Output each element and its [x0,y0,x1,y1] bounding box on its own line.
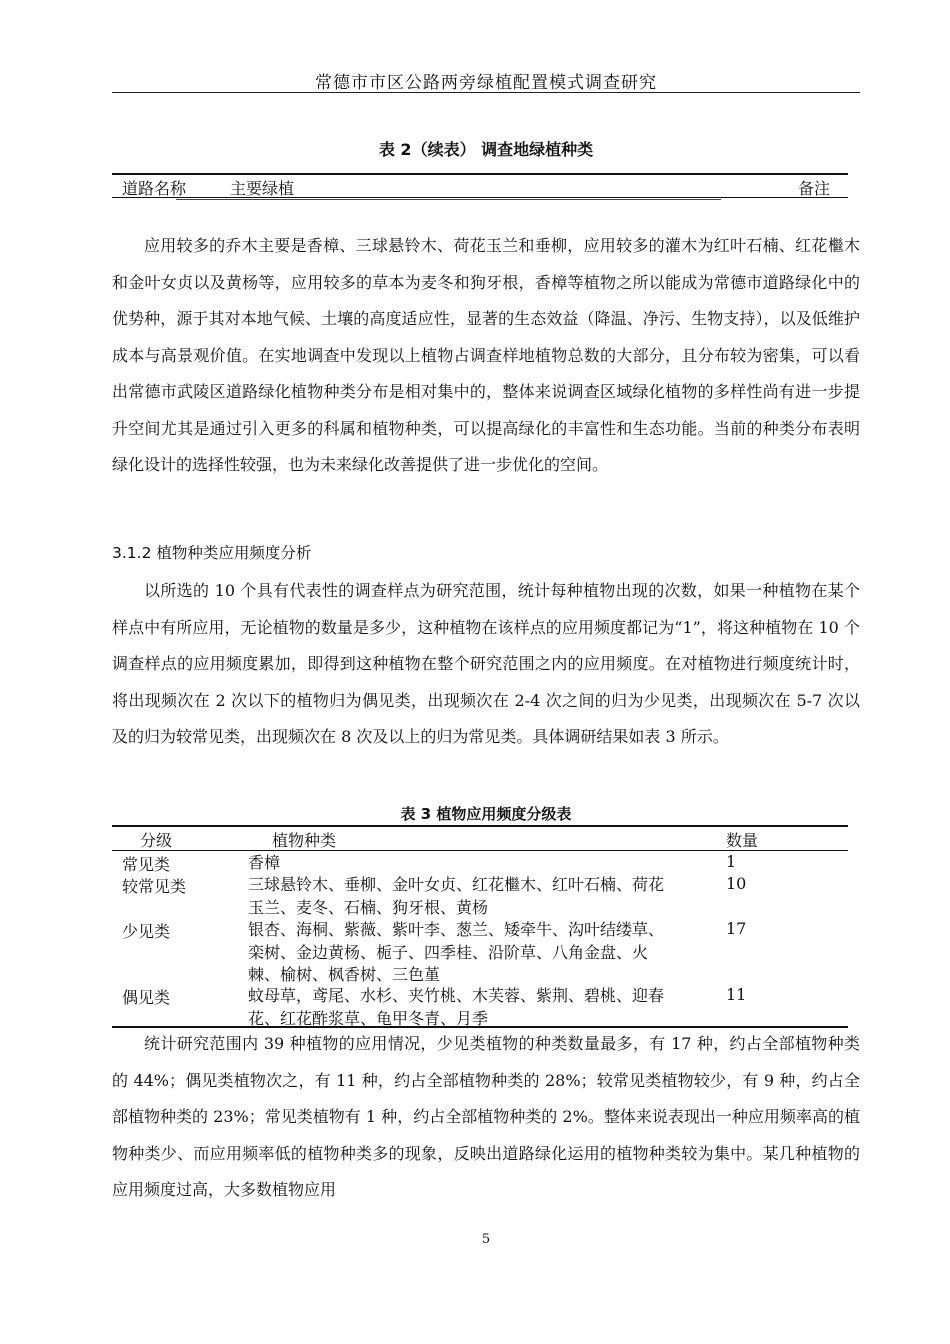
table3-top-rule [112,825,848,827]
running-head: 常德市市区公路两旁绿植配置模式调查研究 [315,73,657,93]
table2-inner-rule [176,199,721,200]
grade-cell: 少见类 [122,922,171,941]
paragraph-1 [112,228,860,484]
grade-cell: 偶见类 [122,988,171,1007]
table2-caption: 表 2（续表） 调查地绿植种类 [378,140,594,159]
species-cell: 银杏、海桐、紫薇、紫叶李、葱兰、矮牵牛、沟叶结缕草、栾树、金边黄杨、栀子、四季桂、沿阶草、八角金盘、火棘、榆树、枫香树、三色堇 [248,920,665,984]
table3-body [112,852,848,1028]
page-number: 5 [481,1232,491,1247]
table2-header-notes: 备注 [798,179,831,198]
section-heading: 3.1.2 植物种类应用频度分析 [112,544,312,562]
species-cell: 蚊母草，鸢尾、水杉、夹竹桃、木芙蓉、紫荆、碧桃、迎春花、红花酢浆草、龟甲冬青、月季 [248,986,665,1028]
table2-top-rule [112,173,848,175]
table3-header-rule [112,850,848,851]
paragraph-1-text: 应用较多的乔木主要是香樟、三球悬铃木、荷花玉兰和垂柳，应用较多的灌木为红叶石楠、红花檵木和金叶女贞以及黄杨等，应用较多的草本为麦冬和狗牙根，香樟等植物之所以能成为常德市道路绿化中的优势种，源于其对本地气候、土壤的高度适应性，显著的生态效益（降温、净污、生物支持），以及低维护成本与高景观价值。在实地调查中发现以上植物占调查样地植物总数的大部分，且分布较为密集，可以看出常德市武陵区道路绿化植物种类分布是相对集中的，整体来说调查区域绿化植物的多样性尚有进一步提升空间尤其是通过引入更多的科属和植物种类，可以提高绿化的丰富性和生态功能。当前的种类分布表明绿化设计的选择性较强，也为未来绿化改善提供了进一步优化的空间。 [112,236,860,474]
paragraph-2-text: 以所选的 10 个具有代表性的调查样点为研究范围，统计每种植物出现的次数，如果一种植物在某个样点中有所应用，无论植物的数量是多少，这种植物在该样点的应用频度都记为“1”，将这种植物在 10 个调查样点的应用频度累加，即得到这种植物在整个研究范围之内的应用频度。在对植物进行频度统计时，将出现频次在 2 次以下的植物归为偶见类，出现频次在 2-4 次之间的归为少见类，出现频次在 5-7 次以及的归为较常见类，出现频次在 8 次及以上的归为常见类。具体调研结果如表 3 所示。 [112,581,860,746]
table3-header-grade: 分级 [140,831,173,850]
paragraph-2 [112,573,860,756]
count-cell: 1 [726,852,737,871]
count-cell: 10 [726,874,747,893]
count-cell: 17 [726,919,747,938]
table2-header-road: 道路名称 [122,179,187,198]
species-cell: 香樟 [248,853,281,872]
paragraph-3-text: 统计研究范围内 39 种植物的应用情况，少见类植物的种类数量最多，有 17 种，约占全部植物种类的 44%；偶见类植物次之，有 11 种，约占全部植物种类的 28%；较常见类植物较少，有 9 种，约占全部植物种类的 23%；常见类植物有 1 种，约占全部植物种类的 2%。整体来说表现出一种应用频率高的植物种类少、而应用频率低的植物种类多的现象，反映出道路绿化运用的植物种类较为集中。某几种植物的应用频度过高，大多数植物应用 [112,1034,860,1199]
paragraph-3 [112,1026,860,1209]
grade-cell: 常见类 [122,855,171,874]
table3-caption: 表 3 植物应用频度分级表 [400,805,572,823]
table3-header-count: 数量 [726,831,759,850]
table2-bottom-rule [112,197,848,198]
table2-header-row [112,176,848,198]
header-rule [112,92,860,93]
species-cell: 三球悬铃木、垂柳、金叶女贞、红花檵木、红叶石楠、荷花玉兰、麦冬、石楠、狗牙根、黄杨 [248,875,665,917]
table2-header-plants: 主要绿植 [230,179,295,198]
count-cell: 11 [726,985,747,1004]
table3-header-row [112,828,848,850]
table3-header-species: 植物种类 [272,831,337,850]
grade-cell: 较常见类 [122,877,187,896]
